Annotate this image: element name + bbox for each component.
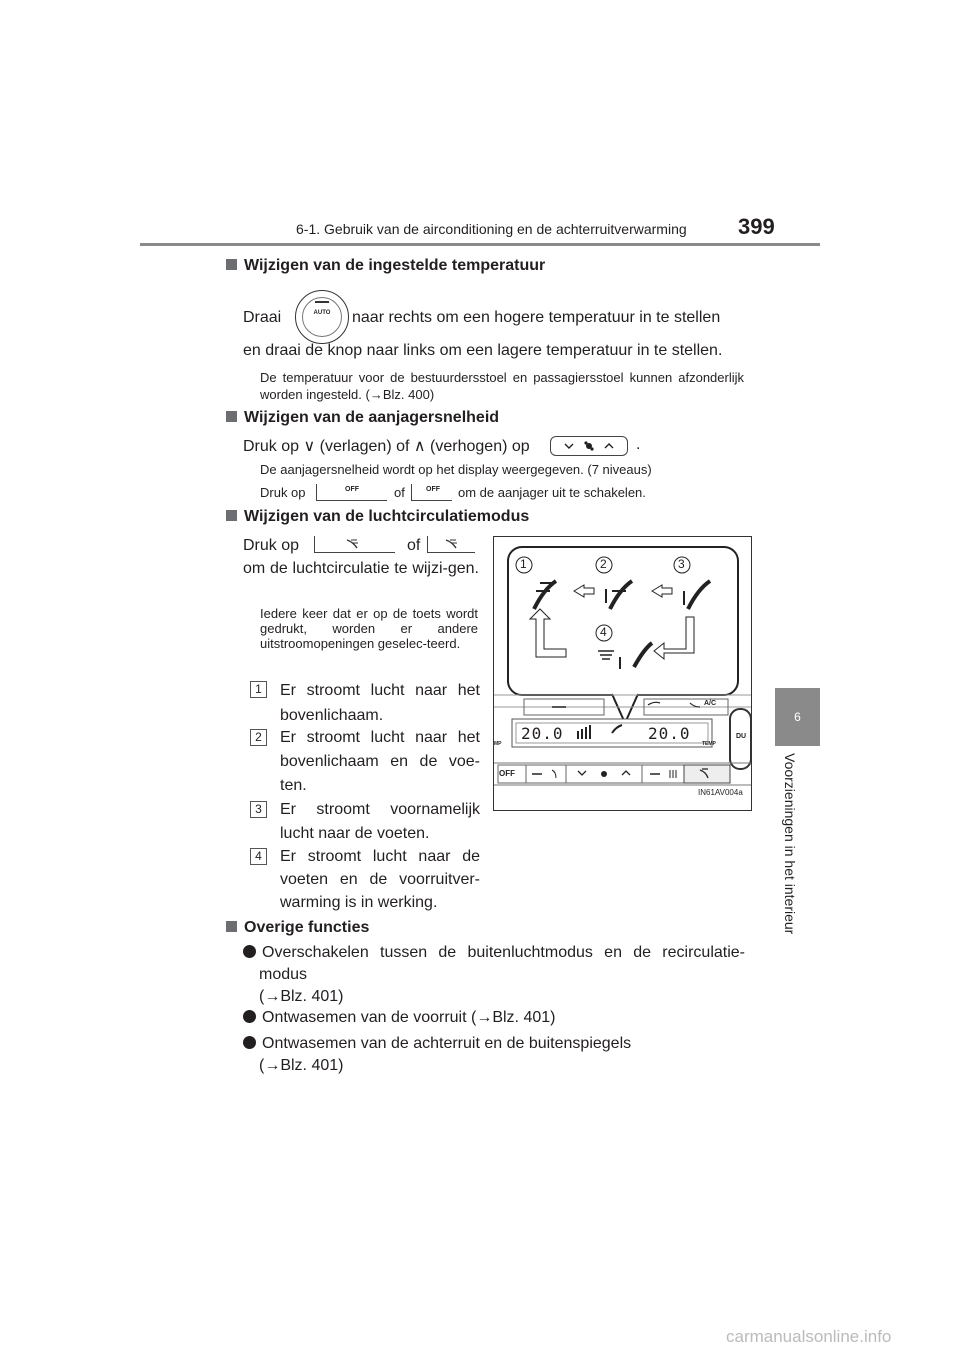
- square-bullet-icon: [226, 411, 237, 422]
- figure-callout-2: 2: [600, 557, 607, 571]
- other-bullet-2: Ontwasemen van de voorruit (→Blz. 401): [243, 1009, 555, 1027]
- heading-temperature: Wijzigen van de ingestelde temperatuur: [226, 257, 545, 275]
- fan-note2-a: Druk op: [260, 485, 306, 500]
- temp-note: De temperatuur voor de bestuurdersstoel en passagiersstoel kunnen afzonderlijk worden ingesteld. (→Blz. 400): [260, 370, 744, 402]
- fan-note2-c: om de aanjager uit te schakelen.: [458, 485, 646, 500]
- airflow-item-4: [250, 845, 480, 914]
- fan-instruction: Druk op ∨ (verlagen) of ∧ (verhogen) op: [243, 438, 530, 455]
- temp-line1-start: Draai: [243, 309, 282, 326]
- airflow-item-2: [250, 726, 480, 798]
- item-number: 3: [250, 801, 267, 818]
- fan-off-passenger-button-icon: OFF: [411, 484, 452, 501]
- airflow-intro-c: om de luchtcirculatie te wijzi-gen.: [243, 560, 479, 577]
- fan-instruction-end: .: [636, 436, 641, 453]
- heading-airflow: Wijzigen van de luchtcirculatiemodus: [226, 508, 529, 526]
- airflow-item-3: [250, 798, 480, 846]
- temp-line2: en draai de knop naar links om een lagere temperatuur in te stellen.: [243, 342, 723, 359]
- watermark: carmanualsonline.info: [726, 1327, 892, 1346]
- item-text: Er stroomt lucht naar het bovenlichaam.: [280, 682, 480, 724]
- page-number: 399: [738, 214, 775, 239]
- off-label: OFF: [499, 769, 515, 778]
- display-temp-left: 20.0: [521, 724, 564, 743]
- square-bullet-icon: [226, 921, 237, 932]
- fan-note1: De aanjagersnelheid wordt op het display weergegeven. (7 niveaus): [260, 462, 652, 477]
- heading-fan: Wijzigen van de aanjagersnelheid: [226, 409, 499, 427]
- other-bullet-1: Overschakelen tussen de buitenluchtmodus en de recirculatie- modus (→Blz. 401): [243, 942, 745, 1008]
- item-number: 4: [250, 848, 267, 865]
- airflow-item-1: [250, 678, 480, 728]
- temp-label-left: MP: [494, 741, 502, 747]
- climate-panel-illustration: [494, 537, 751, 810]
- airflow-passenger-button-icon: [427, 536, 475, 553]
- chapter-number: 6: [794, 710, 801, 724]
- fan-speed-button-icon: [550, 436, 628, 456]
- item-text: Er stroomt lucht naar het bovenlichaam en de voe-ten.: [280, 729, 480, 794]
- airflow-mode-figure: [493, 536, 752, 811]
- auto-knob-label: AUTO: [313, 310, 331, 316]
- item-text: Er stroomt voornamelijk lucht naar de voeten.: [280, 801, 480, 842]
- airflow-intro-b: of: [407, 537, 421, 554]
- airflow-intro-a: Druk op: [243, 537, 300, 554]
- chapter-tab: [775, 688, 820, 746]
- fan-off-driver-button-icon: OFF: [316, 484, 387, 501]
- bullet-icon: [243, 1010, 256, 1023]
- other-bullet-3: Ontwasemen van de achterruit en de buitenspiegels (→Blz. 401): [243, 1033, 631, 1077]
- section-title: 6-1. Gebruik van de airconditioning en de achterruitverwarming: [296, 221, 687, 237]
- temp-label-right: TEMP: [702, 741, 716, 747]
- ac-label: A/C: [704, 700, 717, 707]
- fan-note2-b: of: [394, 485, 405, 500]
- bullet-icon: [243, 1036, 256, 1049]
- square-bullet-icon: [226, 510, 237, 521]
- item-text: Er stroomt lucht naar de voeten en de voorruitver-warming is in werking.: [280, 848, 480, 911]
- figure-callout-3: 3: [678, 557, 685, 571]
- temp-line1-end: naar rechts om een hogere temperatuur in te stellen: [352, 309, 721, 326]
- chapter-title: Voorzieningen in het interieur: [782, 753, 798, 935]
- square-bullet-icon: [226, 259, 237, 270]
- display-temp-right: 20.0: [648, 724, 691, 743]
- figure-callout-1: 1: [520, 557, 527, 571]
- airflow-note: Iedere keer dat er op de toets wordt gedrukt, worden er andere uitstroomopeningen geselec-teerd.: [260, 606, 478, 651]
- bullet-icon: [243, 945, 256, 958]
- figure-code: IN61AV004a: [698, 788, 743, 797]
- auto-knob-icon: [295, 290, 349, 344]
- heading-other: Overige functies: [226, 919, 369, 937]
- item-number: 2: [250, 729, 267, 746]
- dual-label: DU: [736, 733, 747, 740]
- header-rule: [140, 243, 820, 246]
- airflow-driver-button-icon: [314, 536, 395, 553]
- figure-callout-4: 4: [600, 625, 607, 639]
- item-number: 1: [250, 681, 267, 698]
